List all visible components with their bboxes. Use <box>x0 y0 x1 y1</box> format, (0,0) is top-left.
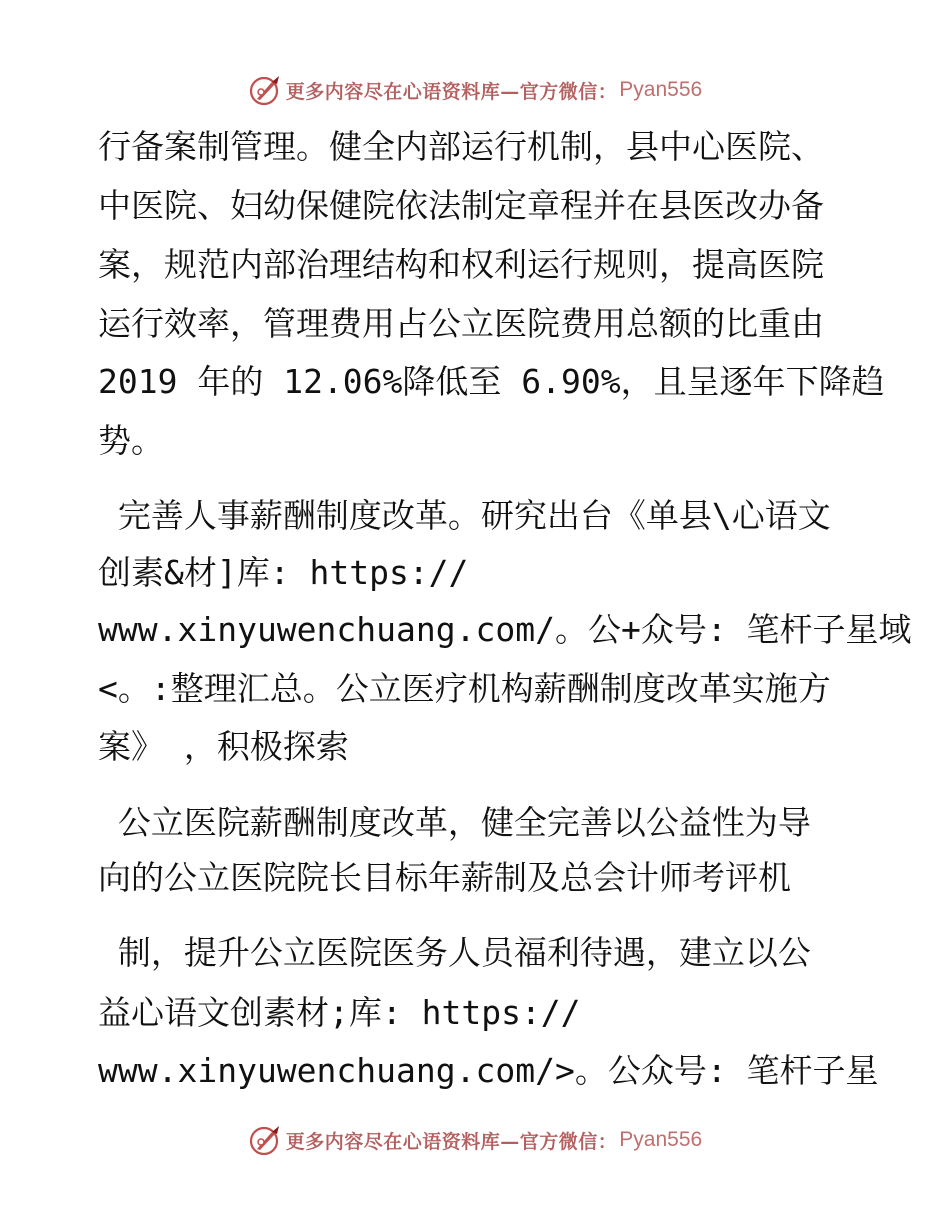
body-line-10: <。:整理汇总。公立医疗机构薪酬制度改革实施方 <box>98 669 831 708</box>
footer-wechat-id: Pyan556 <box>619 1128 703 1151</box>
footer-banner <box>0 1122 950 1158</box>
header-wechat-id: Pyan556 <box>619 78 703 101</box>
body-line-15: 益心语文创素材;库: https:// <box>98 993 581 1032</box>
body-line-5: 2019 年的 12.06%降低至 6.90%，且呈逐年下降趋 <box>98 362 885 401</box>
body-line-12: 公立医院薪酬制度改革，健全完善以公益性为导 <box>98 803 811 842</box>
body-line-4: 运行效率，管理费用占公立医院费用总额的比重由 <box>98 304 824 343</box>
body-line-13: 向的公立医院院长目标年薪制及总会计师考评机 <box>98 858 791 897</box>
body-line-11: 案》 ，积极探索 <box>98 727 349 766</box>
footer-slogan: 更多内容尽在心语资料库—官方微信： <box>285 1130 618 1153</box>
quill-logo-icon <box>248 1123 282 1157</box>
body-line-16: www.xinyuwenchuang.com/>。公众号: 笔杆子星 <box>98 1051 879 1090</box>
body-line-2: 中医院、妇幼保健院依法制定章程并在县医改办备 <box>98 186 824 225</box>
body-line-6: 势。 <box>98 421 164 460</box>
body-line-9: www.xinyuwenchuang.com/。公+众号: 笔杆子星域 <box>98 610 912 649</box>
body-line-3: 案，规范内部治理结构和权利运行规则，提高医院 <box>98 245 824 284</box>
body-line-14: 制，提升公立医院医务人员福利待遇，建立以公 <box>98 933 811 972</box>
header-slogan: 更多内容尽在心语资料库—官方微信： <box>285 80 618 103</box>
body-line-1: 行备案制管理。健全内部运行机制，县中心医院、 <box>98 127 824 166</box>
body-line-7: 完善人事薪酬制度改革。研究出台《单县\心语文 <box>98 496 831 535</box>
header-banner <box>0 72 950 108</box>
quill-logo-icon <box>248 73 282 107</box>
body-line-8: 创素&材]库: https:// <box>98 553 469 592</box>
